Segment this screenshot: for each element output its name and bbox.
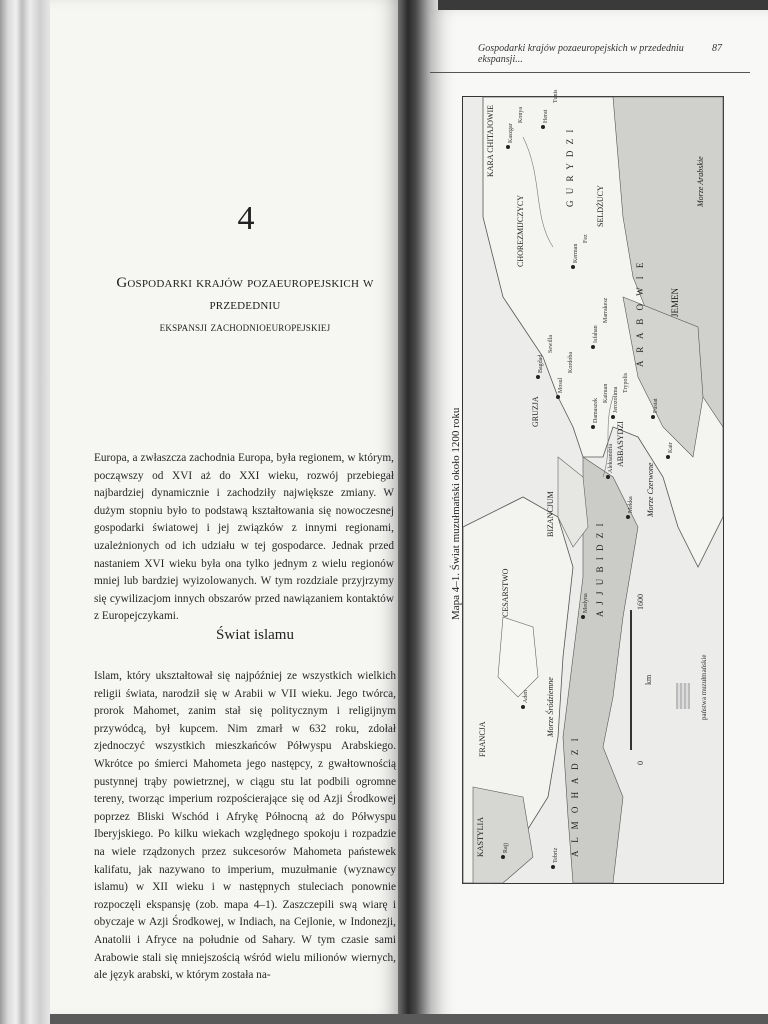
map-city-label: Marrakesz xyxy=(603,297,609,323)
map-city-label: Tunis xyxy=(553,89,559,103)
scale-max: 1600 xyxy=(636,594,645,610)
label-jemen: JEMEN xyxy=(670,288,680,317)
label-francja: FRANCJA xyxy=(478,721,487,757)
body-paragraph: Islam, który ukształtował się najpóźniej ze wszystkich wielkich religii świata, narodził się w Arabii w VII wieku. Jego twórca, prorok Mahomet, zanim stał się politycznym i religijnym przywódcą, był kupcem. Nim zmarł w 632 roku, zdołał zjednoczyć wszystkich mieszkańców Półwyspu Arabskiego. Wkrótce po śmierci Mahometa jego następcy, z gwałtownością pustynnej trąby powietrznej, w ciągu stu lat podbili ogromne tereny, tworząc imperium rozpościerające się od Azji Środkowej poprzez Bliski Wschód i Afrykę Północną aż do Półwyspu Iberyjskiego. Po kilku wiekach względnego spokoju i rozpadzie na wiele rządzonych przez sukcesorów Mahometa państewek kalifatu, jak nazywano to imperium, muzułmanie (wyznawcy islamu) w XII wieku i w następnych stuleciach ponownie rozpoczęli ekspansję (zob. mapa 4–1). Zaszczepili swą wiarę i obyczaje w Azji Środkowej, w Indiach, na Cejlonie, w Indonezji, Anatolii i Afryce na południe od Sahary. W tym czasie sami Arabowie stali się mniejszością wśród wielu milionów wiernych, ale język arabski, w którym została na- xyxy=(94,670,396,982)
map-city-label: Jerozolima xyxy=(613,386,619,413)
map-city-label: Mekka xyxy=(628,496,634,513)
map-city-label: Isfahan xyxy=(593,325,599,343)
chapter-number: 4 xyxy=(237,200,255,237)
section-heading: Świat islamu xyxy=(216,627,294,643)
map-city-label: Medyna xyxy=(583,593,589,613)
label-gurydzi: G U R Y D Z I xyxy=(565,127,575,207)
map-city-label: Sewilla xyxy=(548,335,554,353)
label-gruzja: GRUZJA xyxy=(531,396,540,427)
map-drawing xyxy=(463,89,723,883)
legend-text: państwa muzułmańskie xyxy=(700,654,708,720)
label-arabowie: A R A B O W I E xyxy=(635,259,645,367)
map-city-label: Konya xyxy=(518,107,524,123)
header-rule xyxy=(430,72,750,73)
label-morze-srodziemne: Morze Śródziemne xyxy=(546,677,555,737)
map-city-label: Damaszek xyxy=(593,398,599,423)
map-city-label: Tebriz xyxy=(553,847,559,863)
map-figure xyxy=(462,89,724,884)
map-caption: Mapa 4–1. Świat muzułmański około 1200 roku xyxy=(450,407,462,620)
legend-swatch xyxy=(676,683,690,709)
running-header-text: Gospodarki krajów pozaeuropejskich w przededniu ekspansji... xyxy=(478,43,684,65)
intro-paragraph: Europa, a zwłaszcza zachodnia Europa, była regionem, w którym, począwszy od XVI aż do XXI wieku, rozwój przebiegał najbardziej dynamicznie i zachodziły największe zmiany. W dużym stopniu było to podstawą kształtowania się nowoczesnej gospodarki światowej i jej związków z innymi regionami, uzależnionych od ich udziału w tej gospodarce. Jednak przed nastaniem XVI wieku była ona tylko jednym z wielu regionów mniej lub bardziej wyizolowanych. W tym rozdziale przyjrzymy się cywilizacjom innych obszarów przed nawiązaniem kontaktów z Europejczykami. xyxy=(94,452,394,623)
label-cesarstwo: CESARSTWO xyxy=(501,568,510,617)
chapter-title-line1: Gospodarki krajów pozaeuropejskich w przededniu xyxy=(116,275,374,313)
map-city-label: Bagdad xyxy=(538,354,544,373)
map-city-label: Kaszgar xyxy=(508,123,514,143)
page-stack-edge xyxy=(0,0,56,1024)
running-header xyxy=(478,43,722,65)
label-chorezmijczycy: CHOREZMIJCZYCY xyxy=(516,194,525,267)
map-city-label: Mosul xyxy=(558,377,564,393)
map-scale xyxy=(630,570,653,770)
label-kastylia: KASTYLIA xyxy=(476,817,485,857)
label-morze-arabskie: Morze Arabskie xyxy=(696,156,705,207)
label-bizancjum: BIZANCJUM xyxy=(546,491,555,537)
scale-zero: 0 xyxy=(636,761,645,765)
chapter-title xyxy=(95,272,395,338)
label-seldzucy: SELDŻUCY xyxy=(596,185,605,227)
scale-bar xyxy=(630,610,632,750)
map-city-label: Aleksandria xyxy=(608,444,614,473)
map-city-label: Rajj xyxy=(503,843,509,853)
map-city-label: Kerman xyxy=(573,243,579,263)
chapter-title-line2: ekspansji zachodnioeuropejskiej xyxy=(159,319,331,334)
label-abbasydzi: ABBASYDZI xyxy=(616,421,625,467)
map-city-label: Trypolis xyxy=(623,372,629,393)
map-city-label: Herat xyxy=(543,109,549,123)
map-city-label: Kairuan xyxy=(603,383,609,403)
label-ajjubidzi: A J J U B I D Z I xyxy=(595,521,605,617)
map-city-label: Kordoba xyxy=(568,352,574,373)
scale-unit: km xyxy=(644,674,653,685)
label-kara-chitajowie: KARA CHITAJOWIE xyxy=(486,104,495,177)
page-number: 87 xyxy=(712,43,722,54)
map-city-label: Fustat xyxy=(653,398,659,413)
map-city-label: Fez xyxy=(583,234,589,243)
label-morze-czerwone: Morze Czerwone xyxy=(646,462,655,517)
map-city-label: Aden xyxy=(523,690,529,703)
map-city-label: Kair xyxy=(668,442,674,453)
bottom-shadow xyxy=(50,1014,768,1024)
label-almohadzi: A L M O H A D Z I xyxy=(570,735,580,857)
